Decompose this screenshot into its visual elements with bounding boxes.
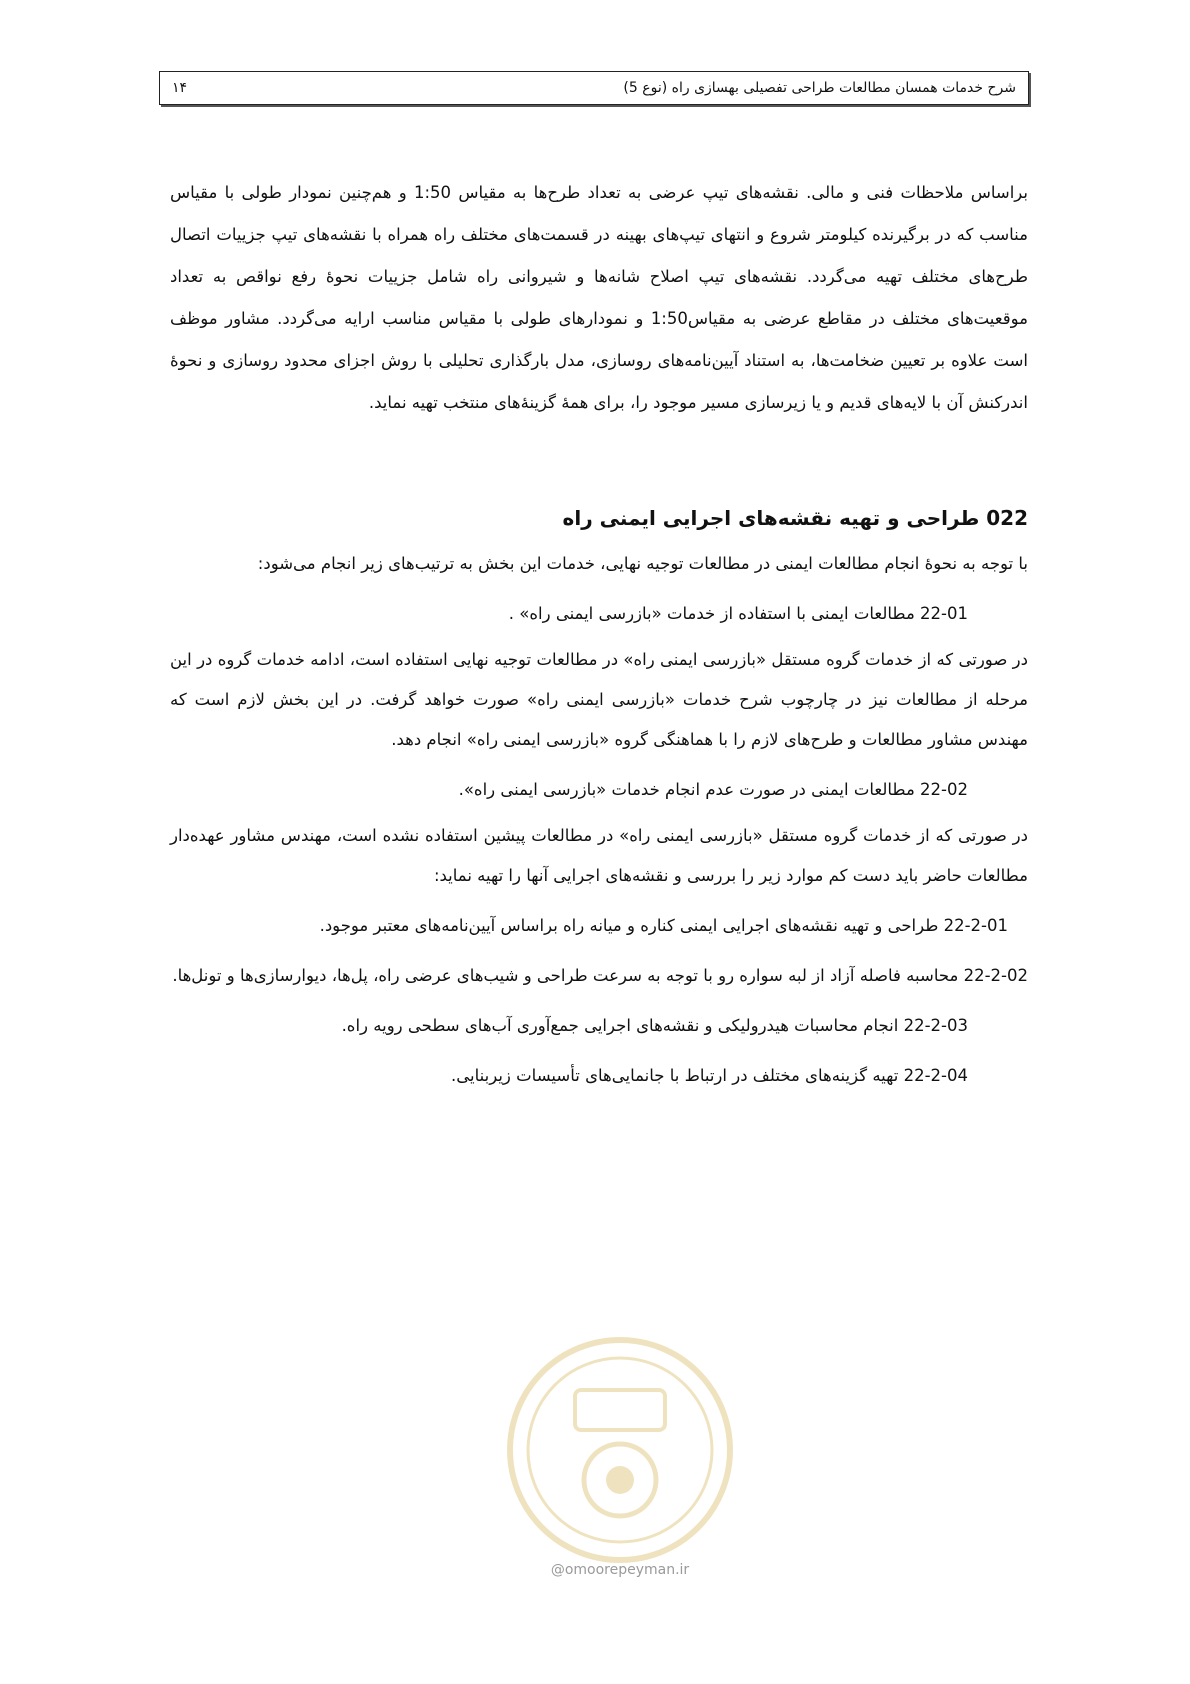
- item-01-title: 22-01 مطالعات ایمنی با استفاده از خدمات «بازرسی ایمنی راه» .: [508, 604, 968, 623]
- watermark-text: @omoorepeyman.ir: [550, 1562, 690, 1578]
- intro-paragraph: [170, 172, 1028, 424]
- intro-paragraph-text: براساس ملاحظات فنی و مالی. نقشه‌های تیپ عرضی به تعداد طرح‌ها به مقیاس 1:50 و هم‌چنین نمودار طولی با مقیاس مناسب که در برگیرنده کیلومتر شروع و انتهای تیپ‌های بهینه در قسمت‌های مختلف راه همراه با نقشه‌های تیپ جزییات اتصال طرح‌های مختلف تهیه می‌گردد. نقشه‌های تیپ اصلاح شانه‌ها و شیروانی راه شامل جزییات نحوۀ رفع نواقص به تعداد موقعیت‌های مختلف در مقاطع عرضی به مقیاس1:50 و نمودارهای طولی با مقیاس مناسب ارایه می‌گردد. مشاور موظف است علاوه بر تعیین ضخامت‌ها، به استناد آیین‌نامه‌های روسازی، مدل بارگذاری تحلیلی با روش اجزای محدود روسازی و نحوۀ اندرکنش آن با لایه‌های قدیم و یا زیرسازی مسیر موجود را، برای همۀ گزینۀهای منتخب تهیه نماید.: [170, 183, 1028, 412]
- page-header: [159, 71, 1029, 105]
- sub-item-02: 22-2-02 محاسبه فاصله آزاد از لبه سواره رو با توجه به سرعت طراحی و شیب‌های عرضی راه، پل‌ها، دیوارسازی‌ها و تونل‌ها.: [172, 966, 1028, 985]
- header-title: شرح خدمات همسان مطالعات طراحی تفصیلی بهسازی راه (نوع 5): [623, 80, 1016, 96]
- section-heading: 022 طراحی و تهیه نقشه‌های اجرایی ایمنی راه: [562, 506, 1028, 530]
- document-body: [170, 172, 1028, 1096]
- item-01-text: در صورتی که از خدمات گروه مستقل «بازرسی ایمنی راه» در مطالعات توجیه نهایی استفاده است، ادامه خدمات گروه در این مرحله از مطالعات نیز در چارچوب شرح خدمات «بازرسی ایمنی راه» صورت خواهد گرفت. در این بخش لازم است که مهندس مشاور مطالعات و طرح‌های لازم را با هماهنگی گروه «بازرسی ایمنی راه» انجام دهد.: [170, 650, 1028, 749]
- sub-item-01: 22-2-01 طراحی و تهیه نقشه‌های اجرایی ایمنی کناره و میانه راه براساس آیین‌نامه‌های معتبر موجود.: [319, 916, 1008, 935]
- item-02-text: در صورتی که از خدمات گروه مستقل «بازرسی ایمنی راه» در مطالعات پیشین استفاده نشده است، مهندس مشاور عهده‌دار مطالعات حاضر باید دست کم موارد زیر را بررسی و نقشه‌های اجرایی آنها را تهیه نماید:: [170, 826, 1028, 885]
- item-02-title: 22-02 مطالعات ایمنی در صورت عدم انجام خدمات «بازرسی ایمنی راه».: [458, 780, 968, 799]
- watermark-seal-icon: [490, 1320, 750, 1580]
- sub-item-03: 22-2-03 انجام محاسبات هیدرولیکی و نقشه‌های اجرایی جمع‌آوری آب‌های سطحی رویه راه.: [341, 1016, 968, 1035]
- page-number: ۱۴: [172, 80, 188, 96]
- sub-item-04: 22-2-04 تهیه گزینه‌های مختلف در ارتباط با جانمایی‌های تأسیسات زیربنایی.: [451, 1066, 968, 1085]
- section-intro: با توجه به نحوۀ انجام مطالعات ایمنی در مطالعات توجیه نهایی، خدمات این بخش به ترتیب‌های زیر انجام می‌شود:: [257, 554, 1028, 573]
